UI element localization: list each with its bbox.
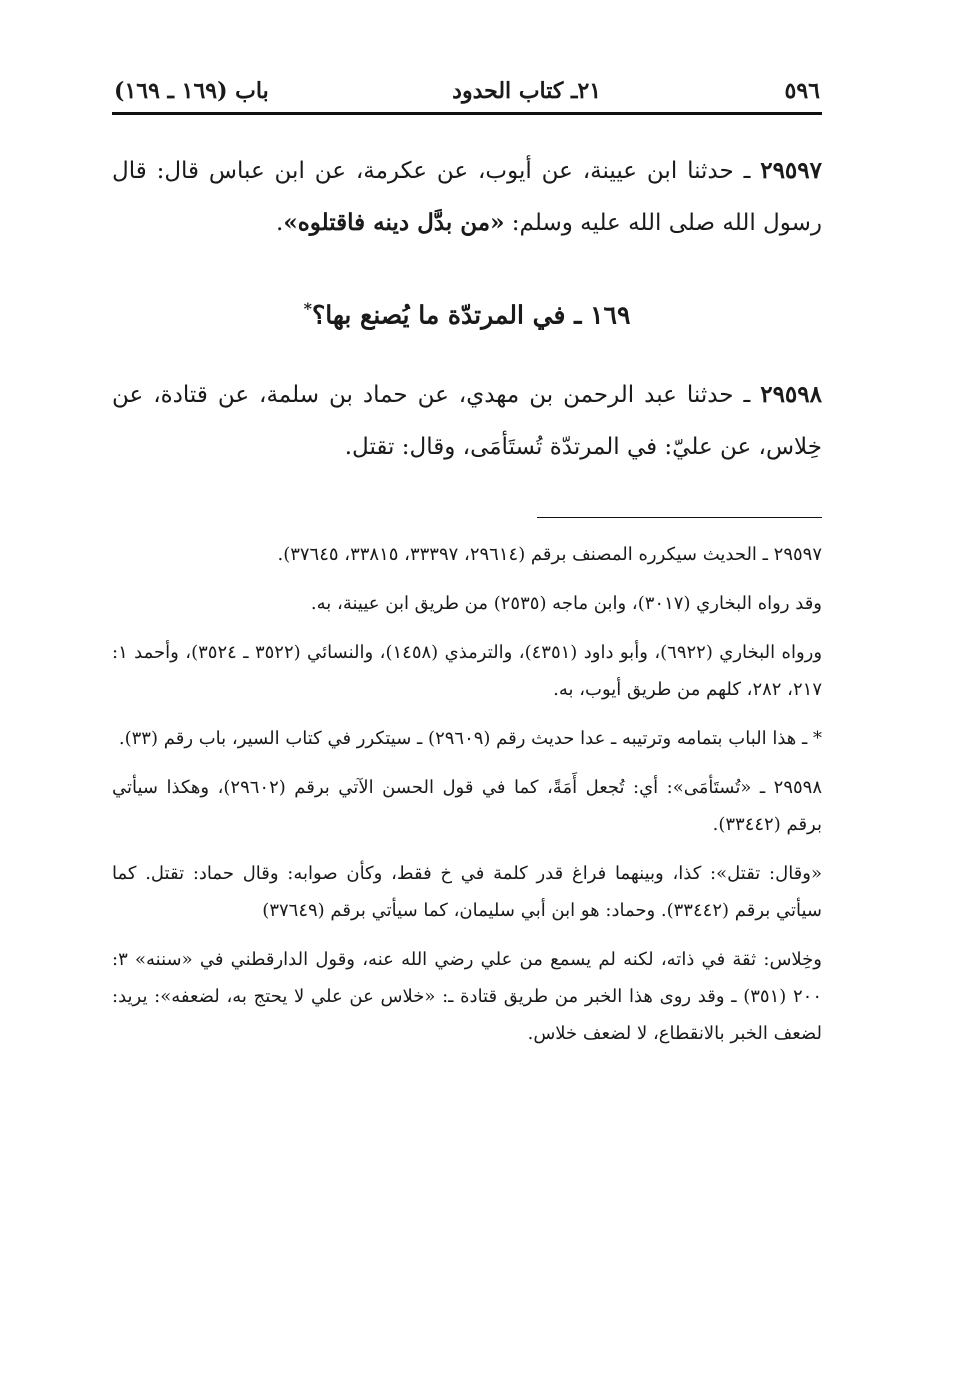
footnote: وخِلاس: ثقة في ذاته، لكنه لم يسمع من علي رضي الله عنه، وقول الدارقطني في «سننه» ٣: ٢٠٠ (٣٥١) ـ وقد روى هذا الخبر من طريق قتادة ـ: «خلاس عن علي لا يحتج به، لضعفه»: يريد: لضعف الخبر بالانقطاع، لا لضعف خلاس.: [112, 949, 823, 1045]
footnote: ورواه البخاري (٦٩٢٢)، وأبو داود (٤٣٥١)، والترمذي (١٤٥٨)، والنسائي (٣٥٢٢ ـ ٣٥٢٤)، وأحمد ١: ٢١٧، ٢٨٢، كلهم من طريق أيوب، به.: [112, 642, 823, 701]
hadith-end: .: [276, 210, 284, 236]
hadith-text: ـ حدثنا عبد الرحمن بن مهدي، عن حماد بن سلمة، عن قتادة، عن خِلاس، عن عليّ: في المرتدّة تُستَأمَى، وقال: تقتل.: [112, 382, 822, 461]
footnote: «وقال: تقتل»: كذا، وبينهما فراغ قدر كلمة في خ فقط، وكأن صوابه: وقال حماد: تقتل. كما سيأتي برقم (٣٣٤٤٢). وحماد: هو ابن أبي سليمان، كما سيأتي برقم (٣٧٦٤٩): [112, 863, 822, 922]
footnote: ٢٩٥٩٨ ـ «تُستَأمَى»: أي: تُجعل أَمَةً، كما في قول الحسن الآتي برقم (٢٩٦٠٢)، وهكذا سيأتي برقم (٣٣٤٤٢).: [112, 777, 822, 836]
footnote: وقد رواه البخاري (٣٠١٧)، وابن ماجه (٢٥٣٥) من طريق ابن عيينة، به.: [310, 593, 822, 615]
main-text: [112, 145, 822, 473]
hadith-chain: ـ حدثنا ابن عيينة، عن أيوب، عن عكرمة، عن ابن عباس قال: قال رسول الله صلى الله عليه وسلم:: [112, 158, 822, 236]
hadith-29598: [112, 369, 822, 473]
footnote: * ـ هذا الباب بتمامه وترتيبه ـ عدا حديث رقم (٢٩٦٠٩) ـ سيتكرر في كتاب السير، باب رقم (٣٣).: [118, 728, 822, 750]
header-rule: [112, 112, 822, 115]
chapter-heading-text: ١٦٩ ـ في المرتدّة ما يُصنع بها؟: [311, 300, 631, 330]
footnote-separator-wrap: [112, 473, 822, 536]
book-title: ٢١ـ كتاب الحدود: [452, 78, 602, 104]
chapter-heading: [112, 283, 822, 341]
page-header: [112, 78, 822, 112]
hadith-29597: [112, 145, 822, 249]
footnote: ٢٩٥٩٧ ـ الحديث سيكرره المصنف برقم (٢٩٦١٤، ٣٣٣٩٧، ٣٣٨١٥، ٣٧٦٤٥).: [277, 544, 822, 566]
hadith-number: ٢٩٥٩٨: [760, 381, 822, 409]
hadith-number: ٢٩٥٩٧: [760, 157, 822, 184]
footnote-separator: [537, 517, 822, 518]
footnotes: [112, 536, 822, 1052]
chapter-heading-mark: *: [303, 299, 312, 318]
chapter-range: باب (١٦٩ ـ ١٦٩): [114, 78, 269, 104]
hadith-quote: «من بدَّل دينه فاقتلوه»: [283, 209, 505, 236]
page-number: ٥٩٦: [784, 78, 820, 104]
